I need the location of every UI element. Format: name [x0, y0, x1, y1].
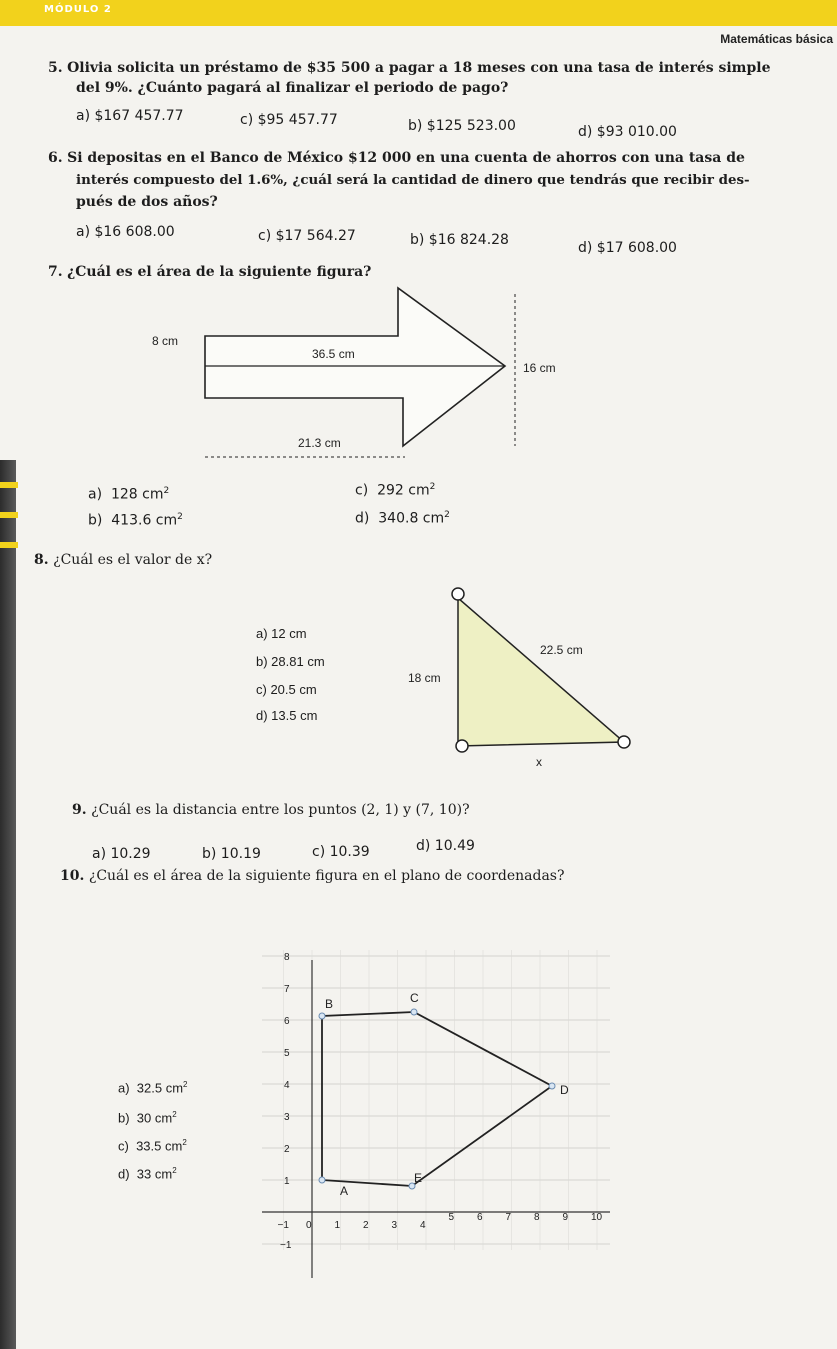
y-tick-label: 4: [284, 1080, 290, 1091]
q8-option-d[interactable]: d) 13.5 cm: [256, 708, 318, 723]
subject-title: Matemáticas básica: [720, 32, 833, 46]
y-tick-labels: [277, 952, 292, 1251]
label-point-c: C: [410, 991, 419, 1005]
q6-option-d[interactable]: d) $17 608.00: [578, 240, 677, 256]
label-point-d: D: [560, 1083, 569, 1097]
y-tick-label: 7: [284, 984, 290, 995]
q10-option-a[interactable]: a) 32.5 $cm^2$: [118, 1080, 188, 1096]
x-tick-label: 3: [391, 1220, 398, 1231]
point-c: [411, 1009, 417, 1015]
q7-option-d[interactable]: d) 340.8 $cm^2$: [355, 510, 450, 527]
x-tick-label: 5: [448, 1212, 455, 1223]
label-bottom-length: 21.3 cm: [298, 436, 341, 450]
x-tick-label: 10: [591, 1212, 603, 1223]
question-text: Si depositas en el Banco de México $12 000 en una cuenta de ahorros con una tasa de: [67, 150, 745, 166]
q9-option-a[interactable]: a) 10.29: [92, 846, 151, 862]
q8-option-c[interactable]: c) 20.5 cm: [256, 682, 317, 697]
q10-option-b[interactable]: b) 30 $cm^2$: [118, 1110, 177, 1126]
y-tick-label: 1: [284, 1176, 290, 1187]
question-number: 6.: [48, 150, 63, 166]
label-base-x: x: [536, 755, 542, 769]
q9-option-d[interactable]: d) 10.49: [416, 838, 475, 854]
module-label: MÓDULO 2: [44, 4, 112, 15]
y-tick-label: 2: [284, 1144, 290, 1155]
q5-option-a[interactable]: a) $167 457.77: [76, 108, 184, 124]
question-text: ¿Cuál es el valor de x?: [53, 552, 213, 568]
x-tick-label: 7: [505, 1212, 512, 1223]
question-5-line2: del 9%. ¿Cuánto pagará al finalizar el periodo de pago?: [76, 80, 509, 96]
question-number: 9.: [72, 802, 87, 818]
x-tick-label: 1: [334, 1220, 341, 1231]
q8-option-a[interactable]: a) 12 cm: [256, 626, 307, 641]
x-tick-label: 4: [420, 1220, 426, 1231]
label-point-a: A: [340, 1184, 349, 1198]
question-number: 10.: [60, 868, 85, 884]
x-tick-label: 8: [534, 1212, 540, 1223]
label-top-length: 36.5 cm: [312, 347, 355, 361]
x-tick-label: 0: [306, 1220, 312, 1231]
q5-option-d[interactable]: d) $93 010.00: [578, 124, 677, 140]
polygon-abcde: [322, 1012, 552, 1186]
x-tick-label: 6: [477, 1212, 483, 1223]
q10-option-c[interactable]: c) 33.5 $cm^2$: [118, 1138, 187, 1154]
question-number: 7.: [48, 264, 63, 280]
q8-option-b[interactable]: b) 28.81 cm: [256, 654, 325, 669]
q5-option-c[interactable]: c) $95 457.77: [240, 112, 338, 128]
axes: [262, 960, 610, 1278]
q7-option-b[interactable]: b) 413.6 $cm^2$: [88, 512, 183, 529]
x-tick-label: −1: [277, 1220, 289, 1231]
q5-option-b[interactable]: b) $125 523.00: [408, 118, 516, 134]
q7-option-c[interactable]: c) 292 $cm^2$: [355, 482, 436, 499]
question-text: ¿Cuál es la distancia entre los puntos (2, 1) y (7, 10)?: [91, 802, 470, 818]
question-text: Olivia solicita un préstamo de $35 500 a pagar a 18 meses con una tasa de interés simple: [67, 60, 771, 76]
y-tick-label: 5: [284, 1048, 290, 1059]
q10-option-d[interactable]: d) 33 $cm^2$: [118, 1166, 177, 1182]
x-tick-label: 9: [562, 1212, 569, 1223]
q6-option-c[interactable]: c) $17 564.27: [258, 228, 356, 244]
label-vertical-side: 18 cm: [408, 671, 441, 685]
y-tick-label: −1: [280, 1240, 292, 1251]
label-hypotenuse: 22.5 cm: [540, 643, 583, 657]
y-tick-label: 3: [284, 1112, 290, 1123]
q7-option-a[interactable]: a) 128 $cm^2$: [88, 486, 170, 503]
q9-option-c[interactable]: c) 10.39: [312, 844, 370, 860]
label-left-height: 8 cm: [152, 334, 179, 348]
y-tick-label: 6: [284, 1016, 290, 1027]
label-point-b: B: [325, 997, 334, 1011]
point-d: [549, 1083, 555, 1089]
q6-option-a[interactable]: a) $16 608.00: [76, 224, 175, 240]
x-tick-labels: [278, 1212, 603, 1231]
q9-option-b[interactable]: b) 10.19: [202, 846, 261, 862]
point-b: [319, 1013, 325, 1019]
label-right-height: 16 cm: [523, 361, 556, 375]
y-tick-label: 8: [284, 952, 290, 963]
label-point-e: E: [414, 1171, 423, 1185]
question-text: ¿Cuál es el área de la siguiente figura?: [67, 264, 372, 280]
question-6-line2: interés compuesto del 1.6%, ¿cuál será la cantidad de dinero que tendrás que recibir des-: [76, 172, 750, 188]
x-tick-label: 2: [363, 1220, 369, 1231]
question-number: 8.: [34, 552, 49, 568]
question-6-line3: pués de dos años?: [76, 194, 218, 210]
q6-option-b[interactable]: b) $16 824.28: [410, 232, 509, 248]
grid-lines: [262, 950, 610, 1250]
question-text: ¿Cuál es el área de la siguiente figura en el plano de coordenadas?: [88, 868, 565, 884]
point-a: [319, 1177, 325, 1183]
question-number: 5.: [48, 60, 63, 76]
